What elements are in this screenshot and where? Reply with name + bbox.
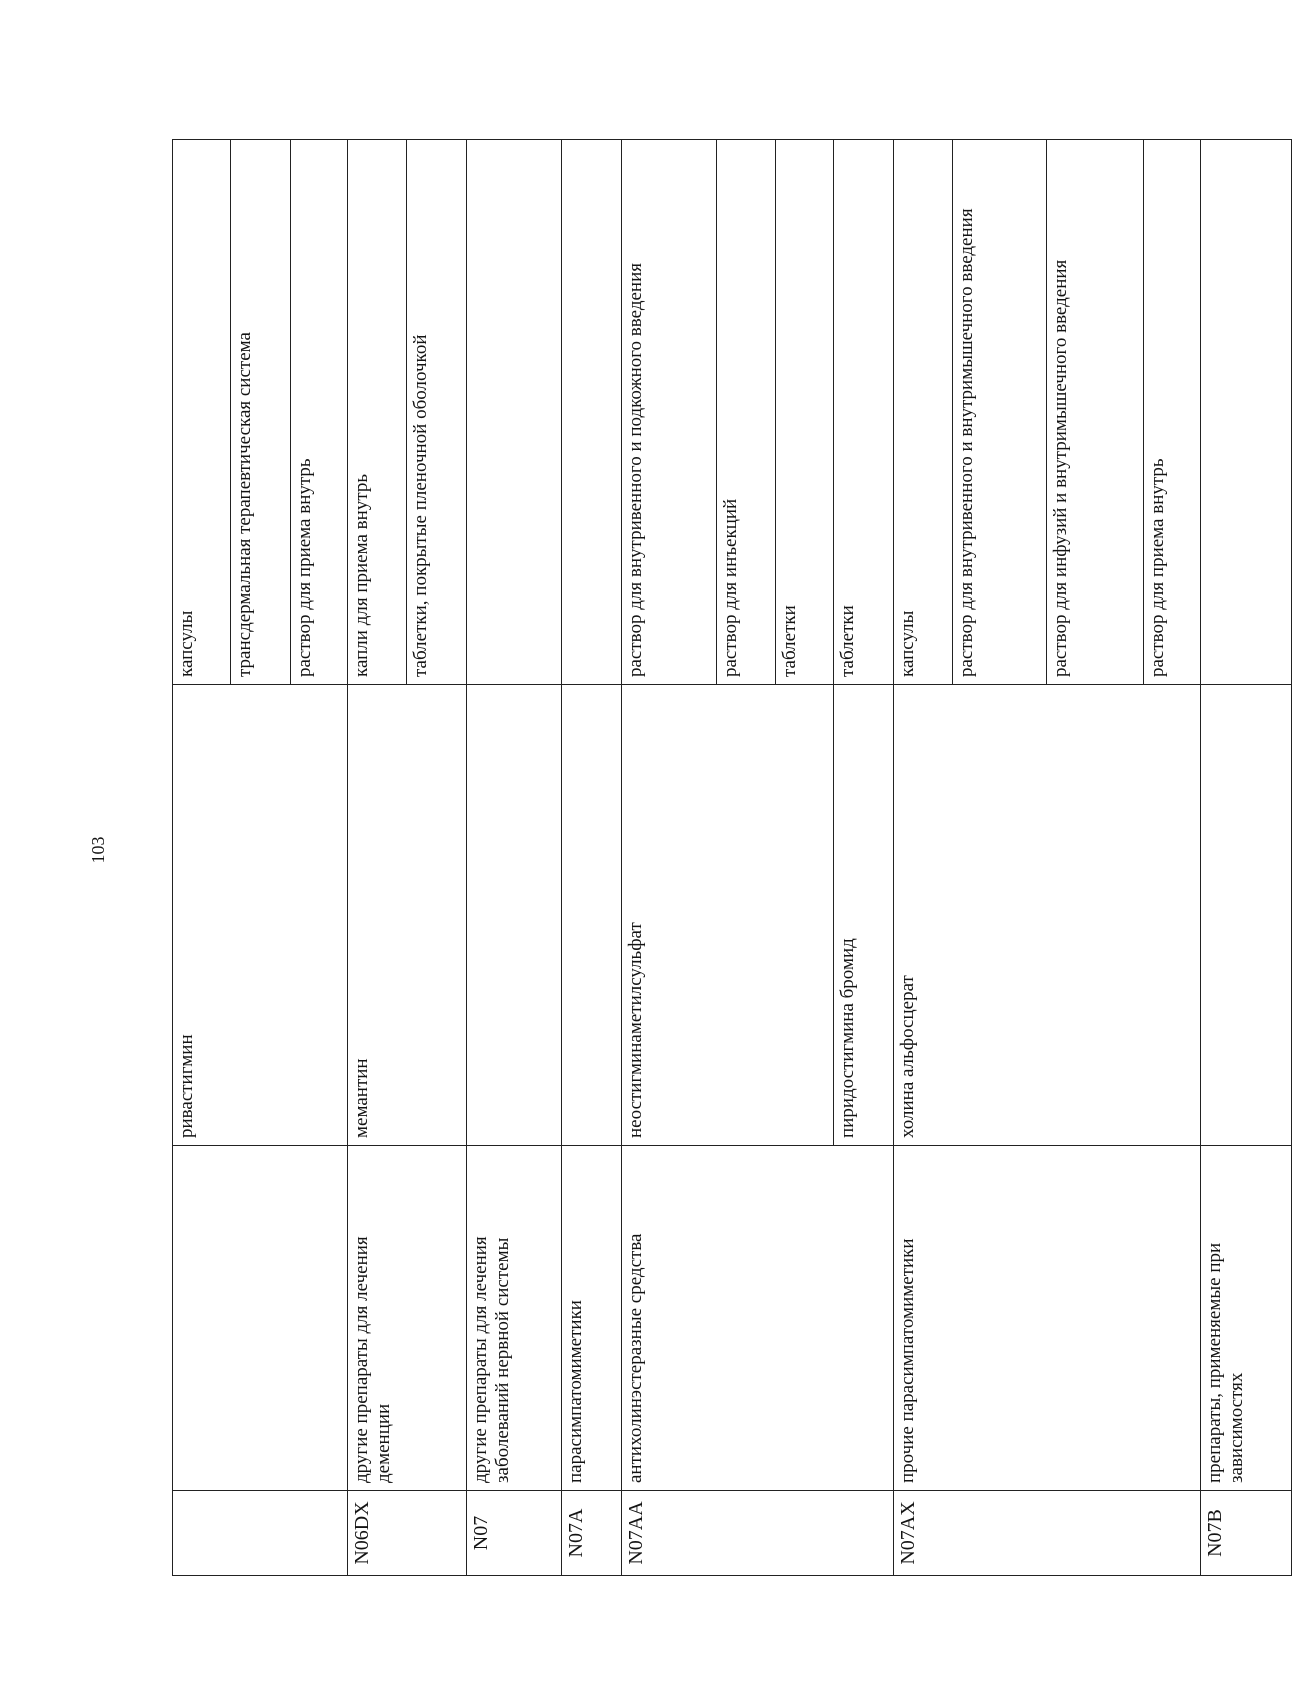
atc-code-cell: N07AX: [893, 1491, 1200, 1576]
group-name-cell: парасимпатомиметики: [561, 1146, 621, 1491]
atc-code-cell: N07A: [561, 1491, 621, 1576]
drug-name-cell: [1200, 685, 1291, 1146]
atc-table-rotated: [172, 140, 1292, 1576]
group-name-cell: антихолинэстеразные средства: [621, 1146, 893, 1491]
dosage-form-cell: таблетки, покрытые пленочной оболочкой: [407, 140, 467, 685]
dosage-form-cell: [561, 140, 621, 685]
table-row: [1200, 140, 1291, 1576]
group-name-cell: [173, 1146, 348, 1491]
drug-name-cell: [561, 685, 621, 1146]
table-row: [893, 140, 953, 1576]
atc-code-cell: N07B: [1200, 1491, 1291, 1576]
dosage-form-cell: раствор для внутривенного и внутримышечного введения: [953, 140, 1047, 685]
drug-name-cell: неостигминаметилсульфат: [621, 685, 834, 1146]
group-name-cell: прочие парасимпатомиметики: [893, 1146, 1200, 1491]
group-name-cell: препараты, применяемые при зависимостях: [1200, 1146, 1291, 1491]
drug-name-cell: [466, 685, 561, 1146]
dosage-form-cell: таблетки: [776, 140, 834, 685]
drug-name-cell: холина альфосцерат: [893, 685, 1200, 1146]
table-row: [347, 140, 407, 1576]
atc-drug-table: [172, 139, 1292, 1576]
dosage-form-cell: раствор для внутривенного и подкожного введения: [621, 140, 716, 685]
dosage-form-cell: трансдермальная терапевтическая система: [231, 140, 291, 685]
table-row: [561, 140, 621, 1576]
dosage-form-cell: капсулы: [893, 140, 953, 685]
dosage-form-cell: раствор для приема внутрь: [290, 140, 347, 685]
drug-name-cell: пиридостигмина бромид: [834, 685, 894, 1146]
dosage-form-cell: [466, 140, 561, 685]
atc-code-cell: [173, 1491, 348, 1576]
atc-code-cell: N07AA: [621, 1491, 893, 1576]
group-name-cell: другие препараты для лечения деменции: [347, 1146, 466, 1491]
atc-code-cell: N07: [466, 1491, 561, 1576]
drug-name-cell: ривастигмин: [173, 685, 348, 1146]
dosage-form-cell: раствор для приема внутрь: [1143, 140, 1200, 685]
page-number: 103: [88, 836, 108, 864]
atc-table-wrapper: [172, 140, 1292, 1576]
table-row: [173, 140, 231, 1576]
dosage-form-cell: раствор для инфузий и внутримышечного введения: [1047, 140, 1143, 685]
dosage-form-cell: капсулы: [173, 140, 231, 685]
atc-code-cell: N06DX: [347, 1491, 466, 1576]
dosage-form-cell: раствор для инъекций: [716, 140, 776, 685]
group-name-cell: другие препараты для лечения заболеваний нервной системы: [466, 1146, 561, 1491]
table-row: [621, 140, 716, 1576]
table-row: [466, 140, 561, 1576]
dosage-form-cell: капли для приема внутрь: [347, 140, 407, 685]
dosage-form-cell: таблетки: [834, 140, 894, 685]
dosage-form-cell: [1200, 140, 1291, 685]
drug-name-cell: мемантин: [347, 685, 466, 1146]
